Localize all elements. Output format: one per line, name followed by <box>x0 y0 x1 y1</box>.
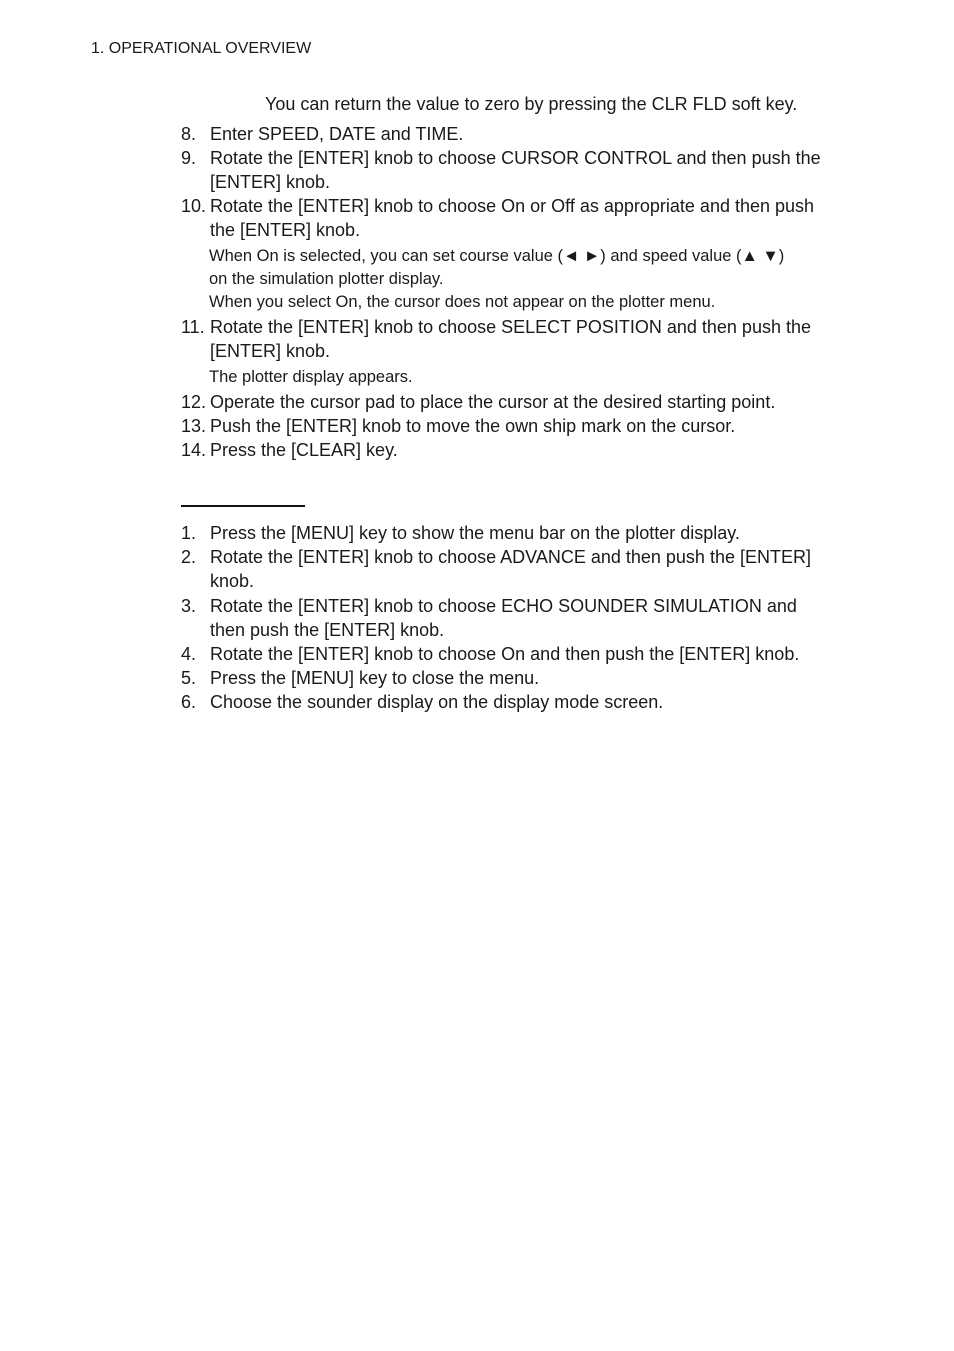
step-text: Push the [ENTER] knob to move the own ship mark on the cursor. <box>210 416 736 436</box>
step-number: 6. <box>181 692 197 712</box>
step-number: 13. <box>181 416 207 436</box>
step-text: then push the [ENTER] knob. <box>210 620 445 640</box>
step-number: 9. <box>181 148 197 168</box>
step-number: 14. <box>181 440 207 460</box>
step-number: 4. <box>181 644 197 664</box>
step-text: Enter SPEED, DATE and TIME. <box>210 124 464 144</box>
step-number: 3. <box>181 596 197 616</box>
step-note: When On is selected, you can set course value (◄ ►) and speed value (▲ ▼) <box>209 247 785 265</box>
step-number: 8. <box>181 124 197 144</box>
step-text: Press the [CLEAR] key. <box>210 440 398 460</box>
step-text: [ENTER] knob. <box>210 172 331 192</box>
step-note: on the simulation plotter display. <box>209 270 444 288</box>
step-text: Choose the sounder display on the display mode screen. <box>210 692 664 712</box>
step-text: Rotate the [ENTER] knob to choose SELECT POSITION and then push the <box>210 317 811 337</box>
section-divider <box>181 505 305 507</box>
step-text: the [ENTER] knob. <box>210 220 361 240</box>
step-number: 2. <box>181 547 197 567</box>
step-text: Press the [MENU] key to show the menu bar on the plotter display. <box>210 523 740 543</box>
step-text: knob. <box>210 571 255 591</box>
step-text: Press the [MENU] key to close the menu. <box>210 668 540 688</box>
step-text: Rotate the [ENTER] knob to choose ADVANCE and then push the [ENTER] <box>210 547 811 567</box>
step-text: Rotate the [ENTER] knob to choose On or Off as appropriate and then push <box>210 196 815 216</box>
step-text: Rotate the [ENTER] knob to choose CURSOR CONTROL and then push the <box>210 148 821 168</box>
step-text: Operate the cursor pad to place the cursor at the desired starting point. <box>210 392 776 412</box>
step-note: When you select On, the cursor does not appear on the plotter menu. <box>209 293 716 311</box>
step-number: 1. <box>181 523 197 543</box>
step-note: The plotter display appears. <box>209 368 413 386</box>
step-text: Rotate the [ENTER] knob to choose ECHO SOUNDER SIMULATION and <box>210 596 797 616</box>
intro-note: You can return the value to zero by pressing the CLR FLD soft key. <box>265 94 798 114</box>
step-number: 5. <box>181 668 197 688</box>
page-header: 1. OPERATIONAL OVERVIEW <box>91 40 312 57</box>
step-text: [ENTER] knob. <box>210 341 331 361</box>
step-text: Rotate the [ENTER] knob to choose On and then push the [ENTER] knob. <box>210 644 800 664</box>
step-number: 10. <box>181 196 207 216</box>
step-number: 11. <box>181 317 205 337</box>
step-number: 12. <box>181 392 207 412</box>
